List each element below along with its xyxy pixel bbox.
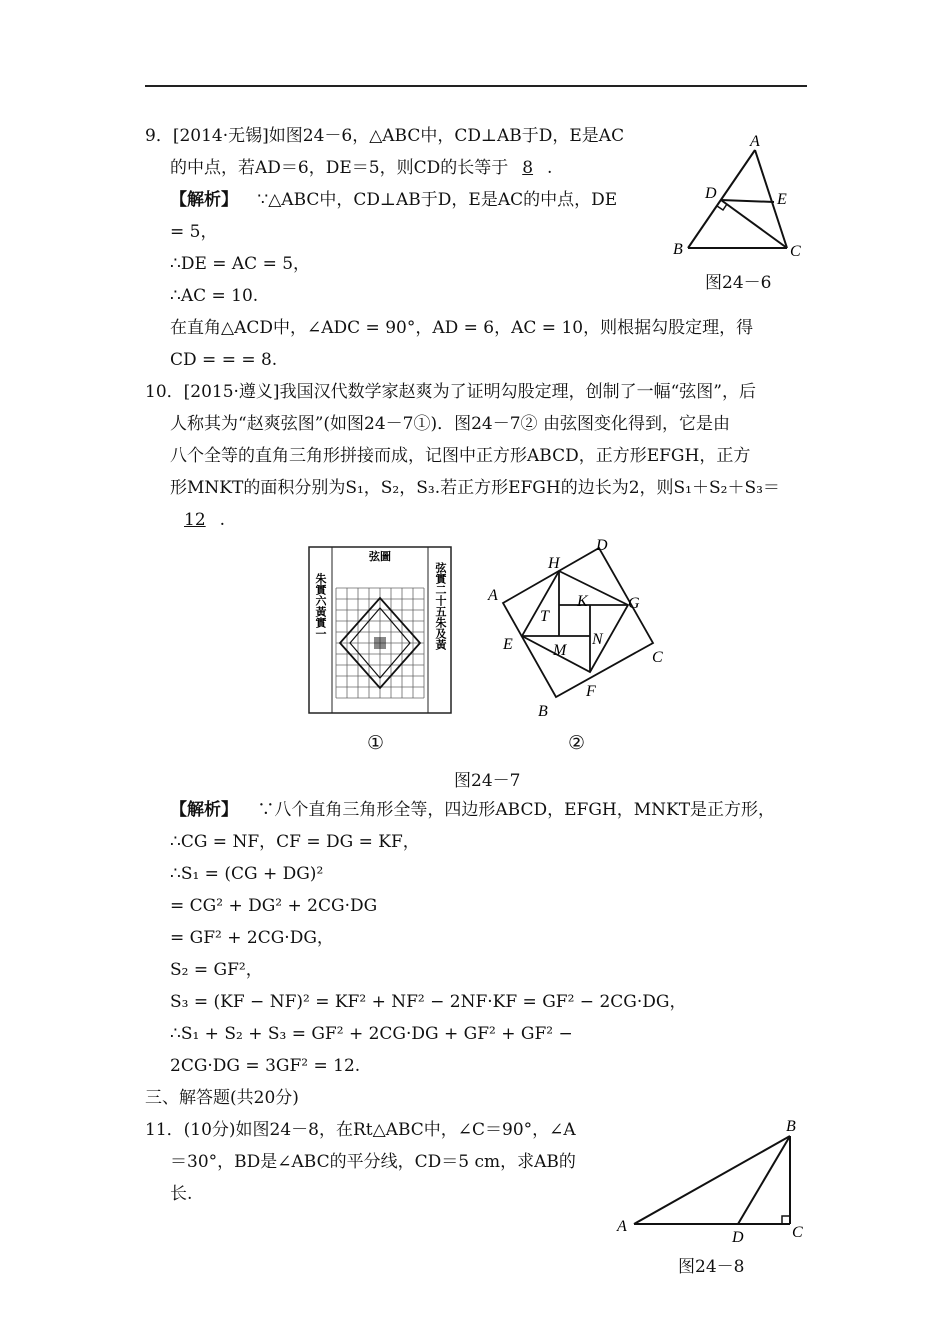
fig6-label-b: B (673, 241, 683, 258)
fig8-label-a: A (617, 1218, 627, 1235)
fig6-segment-de (721, 200, 774, 202)
fig7-2-label-d: D (596, 537, 608, 554)
q9-answer: 8 (522, 158, 534, 178)
q10-solution-line5: = GF² + 2CG·DG， (170, 928, 334, 948)
fig7-1-left-text: 朱實六黃實一 (314, 573, 326, 639)
fig7-2-square-efgh (522, 571, 628, 672)
q10-line2: 人称其为“赵爽弦图”(如图24－7①)．图24－7② 由弦图变化得到，它是由 (170, 414, 730, 434)
q10-solution-line8: ∴S₁ + S₂ + S₃ = GF² + 2CG·DG + GF² + GF² − (170, 1024, 573, 1044)
q9-solution-line3: ∴DE = AC = 5， (170, 254, 311, 274)
q9-solution-line6: CD = = = 8. (170, 350, 278, 370)
q11-line1: 11．(10分)如图24－8，在Rt△ABC中，∠C＝90°，∠A (145, 1120, 576, 1140)
q9-solution-text1: ∵△ABC中，CD⊥AB于D，E是AC的中点，DE (257, 190, 618, 210)
q10-answer-tail: . (219, 510, 226, 530)
figure-24-7-1 (308, 546, 452, 714)
fig8-right-angle-mark (782, 1216, 790, 1224)
figure-24-8 (612, 1114, 812, 1246)
fig7-1-title-text: 弦圖 (369, 551, 391, 563)
figure-24-6 (660, 130, 820, 270)
fig7-2-label-c: C (652, 649, 663, 666)
fig6-label-d: D (705, 185, 717, 202)
q11-line2: ＝30°，BD是∠ABC的平分线，CD＝5 cm，求AB的 (170, 1152, 576, 1172)
fig7-1-label: ① (367, 732, 385, 754)
fig8-side-ab (634, 1136, 790, 1224)
q10-solution-line4: = CG² + DG² + 2CG·DG (170, 896, 378, 916)
fig7-2-label-h: H (548, 555, 560, 572)
fig8-segment-bd (738, 1136, 790, 1224)
q9-line2-text: 的中点，若AD＝6，DE＝5，则CD的长等于 (170, 158, 509, 178)
q9-solution-tag: 【解析】 (170, 190, 238, 210)
q10-solution-line6: S₂ = GF²， (170, 960, 263, 980)
fig7-2-label-b: B (538, 703, 548, 720)
fig7-1-right-text: 弦實二十五朱及黃 (434, 562, 446, 650)
q10-line3: 八个全等的直角三角形拼接而成，记图中正方形ABCD，正方形EFGH，正方 (170, 446, 751, 466)
q10-solution-line9: 2CG·DG = 3GF² = 12. (170, 1056, 361, 1076)
fig6-label-c: C (790, 243, 801, 260)
fig7-2-label-n: N (592, 631, 603, 648)
fig7-2-label: ② (568, 732, 586, 754)
q10-answer: 12 (184, 510, 206, 530)
fig8-label-c: C (792, 1224, 803, 1241)
fig7-2-label-m: M (553, 642, 567, 659)
fig8-label-b: B (786, 1118, 796, 1135)
fig7-2-label-t: T (540, 608, 549, 625)
q9-solution-line1 (170, 188, 617, 212)
fig6-label-e: E (777, 191, 787, 208)
fig7-2-label-f: F (586, 683, 596, 700)
fig6-side-ab (688, 150, 755, 248)
q9-line2 (170, 156, 552, 180)
q9-solution-line5: 在直角△ACD中，∠ADC = 90°，AD = 6，AC = 10，则根据勾股定理，得 (170, 318, 754, 338)
q10-solution-line7: S₃ = (KF − NF)² = KF² + NF² − 2NF·KF = GF² − 2CG·DG， (170, 992, 687, 1012)
fig6-caption: 图24－6 (705, 273, 772, 293)
fig8-label-d: D (732, 1229, 744, 1246)
fig7-2-label-e: E (503, 636, 513, 653)
q10-solution-tag: 【解析】 (170, 800, 238, 820)
q9-line1: 9．[2014·无锡]如图24－6，△ABC中，CD⊥AB于D，E是AC (145, 126, 625, 146)
fig7-caption: 图24－7 (454, 771, 521, 791)
fig7-2-label-a: A (488, 587, 498, 604)
q10-line5 (170, 508, 225, 532)
q10-line4: 形MNKT的面积分别为S₁，S₂，S₃.若正方形EFGH的边长为2，则S₁＋S₂＋S₃＝ (170, 478, 780, 498)
fig6-label-a: A (750, 133, 760, 150)
q9-solution-line4: ∴AC = 10. (170, 286, 259, 306)
section3-title: 三、解答题(共20分) (145, 1088, 299, 1108)
top-rule (145, 85, 807, 87)
figure-24-7-2 (480, 532, 670, 722)
fig7-2-square-abcd (503, 548, 653, 697)
q10-solution-line1 (170, 798, 775, 822)
q11-line3: 长. (170, 1184, 193, 1204)
fig7-1-center-square (374, 637, 386, 649)
q10-solution-line3: ∴S₁ = (CG + DG)² (170, 864, 324, 884)
q9-solution-line2: = 5， (170, 222, 218, 242)
fig8-caption: 图24－8 (678, 1257, 745, 1277)
q10-solution-text1: ∵八个直角三角形全等，四边形ABCD，EFGH，MNKT是正方形， (257, 800, 776, 820)
fig7-2-label-g: G (628, 595, 640, 612)
q10-line1: 10．[2015·遵义]我国汉代数学家赵爽为了证明勾股定理，创制了一幅“弦图”，后 (145, 382, 756, 402)
fig7-2-label-k: K (577, 593, 588, 610)
q9-line2-end: . (547, 158, 553, 178)
q10-solution-line2: ∴CG = NF，CF = DG = KF， (170, 832, 420, 852)
